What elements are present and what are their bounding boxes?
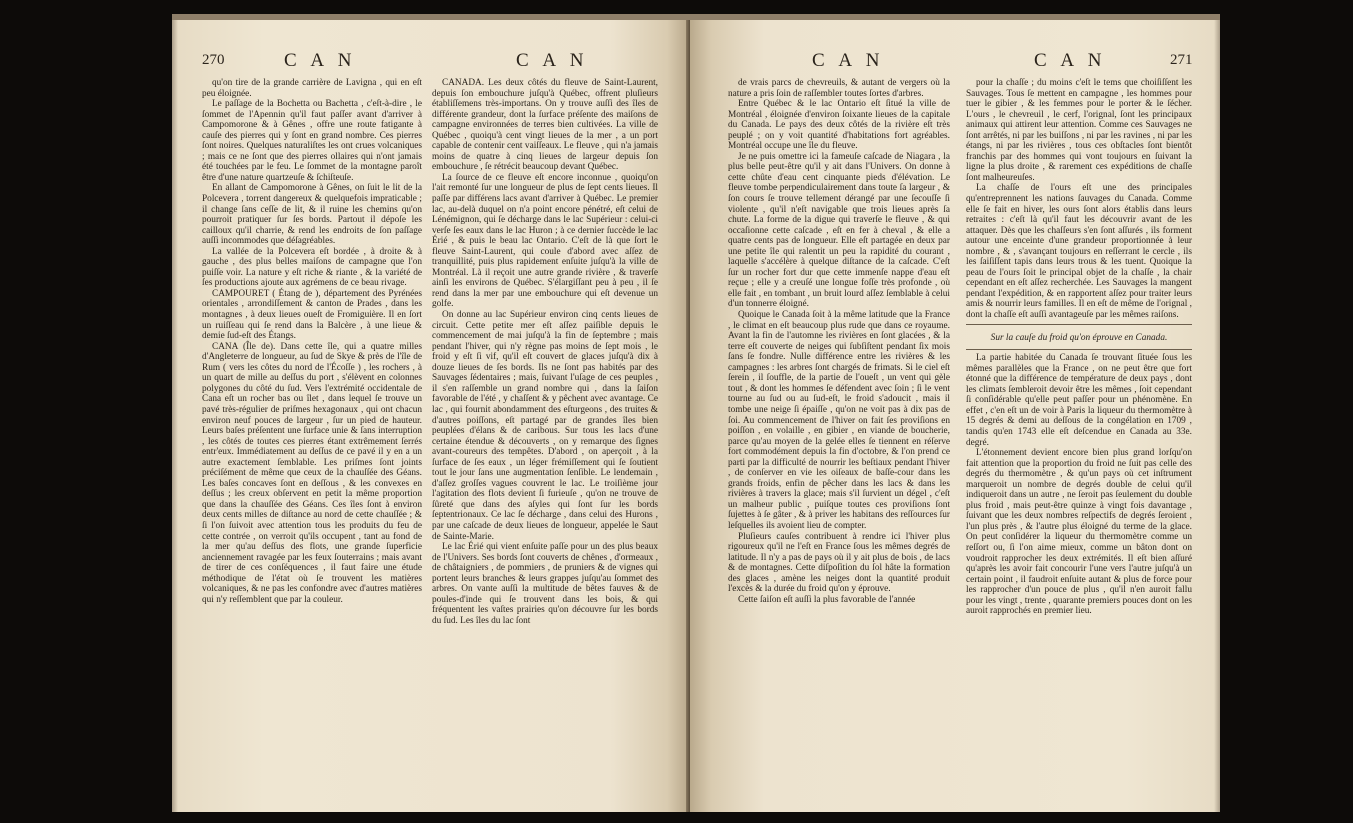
paragraph: Le lac Érié qui vient enſuite paſſe pour un des plus beaux de l'Univers. Ses bords ſont couverts de chênes , d'ormeaux , de châtaigniers , de pommiers , de pruniers & de vignes qui portent leurs branches & leurs grappes juſqu'au ſommet des arbres. On vante auſſi la multitude de bêtes fauves & de poules-d'inde qui ſe trouvent dans les bois, & qui fréquentent les vaſtes prairies qu'on découvre ſur les bords du ſud. Les îles du lac ſont [432, 542, 658, 626]
page-number-left: 270 [202, 52, 225, 68]
right-page [690, 20, 1220, 812]
paragraph: CANA (Île de). Dans cette île, qui a quatre milles d'Angleterre de longueur, au ſud de Skye & près de l'île de Rum ( vers les côtes du nord de l'Écoſſe ) , les rochers , à un quart de mille au deſſus du port , s'élèvent en colonnes polygones du côté du ſud. Vers l'extrémité occidentale de Cana eſt un rocher bas ou îlet , dans lequel ſe trouve un pavé très-régulier de priſmes hexagonaux , qui ont chacun environ neuf pouces de largeur , ſur un pied de hauteur. Leurs baſes préſentent une ſurface unie & ſans interruption , les côtés de toutes ces pierres étant extrêmement ſerrés entr'eux. Immédiatement au deſſus de ce pavé il y en a un autre exactement ſemblable. Les priſmes ſont joints préciſément de même que ceux de la chauſſée des Géans. Les baſes concaves ſont en deſſous , & les convexes en deſſus ; les creux obſervent en petit la même proportion que dans la chauſſée des Géans. Ces îles ſont à environ deux cents milles de diſtance au nord de cette chauſſée ; & ſi l'on ſuivoit avec attention tous les produits du feu de cette contrée , on verroit qu'ils occupent , tant au fond de la mer qu'au deſſus des flots, une grande ſuperficie anciennement ravagée par les feux ſouterrains ; mais avant de tirer de ces conſéquences , il faut faire une étude méthodique de l'état où ſe trouvent les matières volcaniques, & ne pas les confondre avec d'autres matières qui n'y reſſemblent que par la couleur. [202, 341, 422, 605]
page-edge-shadow [172, 20, 178, 812]
paragraph: CANADA. Les deux côtés du fleuve de Saint-Laurent, depuis ſon embouchure juſqu'à Québec, offrent pluſieurs établiſſemens très-importans. On y trouve auſſi des îles de différente grandeur, dont la ſurface préſente des maiſons de campagne environnées de terres bien cultivées. La ville de Québec , quoiqu'à cent vingt lieues de la mer , a un port capable de contenir cent vaiſſeaux. Le fleuve , qui n'a jamais moins de quatre à cinq lieues de largeur depuis ſon embouchure , ſe rétrécit beaucoup devant Québec. [432, 78, 658, 173]
section-subheading: Sur la cauſe du froid qu'on éprouve en Canada. [990, 332, 1168, 343]
left-page-header [172, 50, 688, 76]
paragraph: La partie habitée du Canada ſe trouvant ſituée ſous les mêmes parallèles que la France , on ne peut être que fort étonné que la différence de température de deux pays , dont les climats ſembleroit devoir être les mêmes , ſoit cependant ſi conſidérable qu'elle peut paſſer pour un phénomène. En effet , c'en eſt un de voir à Paris la liqueur du thermomètre à 15 degrés & demi au deſſous de la congélation en 1709 , tandis qu'en 1743 elle eſt deſcendue en Canada au 33e. degré. [966, 353, 1192, 448]
running-head-right-1: C A N [812, 50, 885, 71]
paragraph: La chaſſe de l'ours eſt une des principales qu'entreprennent les nations ſauvages du Canada. Comme elle ſe fait en hiver, les ours ſont alors établis dans leurs retraites : c'eſt là qu'il faut les découvrir avant de les attaquer. Dès que les chaſſeurs s'en ſont aſſurés , ils forment autour une enceinte d'une grandeur proportionnée à leur nombre , & , s'avançant toujours en reſſerrant le cercle , ils les ſaiſiſſent tapis dans leurs trous & les tuent. Quoique la peau de l'ours ſoit le principal objet de la chaſſe , la chair cependant en eſt aſſez recherchée. Les Sauvages la mangent pendant l'expédition, & en rapportent aſſez pour traiter leurs amis & nourrir leurs familles. Il en eſt de même de l'orignal , dont la chaſſe eſt auſſi avantageuſe par les mêmes raiſons. [966, 183, 1192, 321]
left-page-column-2 [432, 78, 658, 808]
page-edge-shadow [1214, 20, 1220, 812]
running-head-left-2: C A N [516, 50, 589, 71]
open-book [172, 14, 1220, 812]
right-page-column-2 [966, 78, 1192, 808]
page-number-right: 271 [1170, 52, 1193, 68]
paragraph: La ſource de ce fleuve eſt encore inconnue , quoiqu'on l'ait remonté ſur une longueur de plus de ſept cents lieues. Il paſſe par différens lacs avant d'arriver à Québec. Le premier lac, au-delà duquel on n'a point encore pénétré, eſt celui de Lénémignon, qui ſe décharge dans le lac Supérieur : celui-ci verſe ſes eaux dans le lac Huron ; à ce dernier ſuccède le lac Érié , & puis le beau lac Ontario. C'eſt de là que ſort le fleuve Saint-Laurent, qui coule d'abord avec aſſez de tranquillité, puis plus rapidement enſuite juſqu'à la ville de Montréal. Là il reçoit une autre grande rivière , & traverſe ainſi les environs de Québec. S'élargiſſant peu à peu , il ſe rend dans la mer par une embouchure qui eſt devenue un golfe. [432, 172, 658, 310]
paragraph: qu'on tire de la grande carrière de Lavigna , qui en eſt peu éloignée. [202, 78, 422, 99]
paragraph: Le paſſage de la Bochetta ou Bachetta , c'eſt-à-dire , le ſommet de l'Apennin qu'il faut paſſer avant d'arriver à Campomorone & à Gênes , offre une route fatigante à cauſe des pierres qui y ſont en grand nombre. Ces pierres ſont noires. Quelques naturaliſtes les ont crues volcaniques ; mais ce ne ſont que des pierres ollaires qui n'ont jamais été touchées par le feu. Le ſommet de la montagne paroît être d'une nature quartzeuſe & ſchiſteuſe. [202, 99, 422, 183]
right-page-column-1 [728, 78, 950, 808]
running-head-right-2: C A N [1034, 50, 1107, 71]
paragraph: CAMPOURET ( Étang de ), département des Pyrénées orientales , arrondiſſement & canton de Prades , dans les montagnes , à deux lieues oueſt de Fromiguière. Il en ſort un ruiſſeau qui ſe rend dans la Balcère , à une lieue & demie ſud-eſt des Étangs. [202, 288, 422, 342]
paragraph: Entre Québec & le lac Ontario eſt ſitué la ville de Montréal , éloignée d'environ ſoixante lieues de la capitale du Canada. Le pays des deux côtés de la rivière eſt très peuplé ; on y voit quantité d'habitations fort agréables. Montréal occupe une île du fleuve. [728, 99, 950, 152]
paragraph: En allant de Campomorone à Gênes, on ſuit le lit de la Polcevera , torrent dangereux & quelquefois impraticable ; il change ſans ceſſe de lit, & il ruine les chemins qu'on pourroit pratiquer ſur ſes bords. Partout il dépoſe les cailloux qu'il charrie, & rend les endroits de ſon paſſage auſſi incommodes que déſagréables. [202, 183, 422, 247]
paragraph: Pluſieurs cauſes contribuent à rendre ici l'hiver plus rigoureux qu'il ne l'eſt en France ſous les mêmes degrés de latitude. Il n'y a pas de pays où il y ait plus de bois , de lacs & de montagnes. Cette diſpoſition du ſol hâte la formation des glaces , amène les neiges dont la quantité produit l'excès & la durée du froid qu'on y éprouve. [728, 531, 950, 595]
running-head-left-1: C A N [284, 50, 357, 71]
paragraph: L'étonnement devient encore bien plus grand lorſqu'on fait attention que la proportion du froid ne ſuit pas celle des degrés du thermomètre , & qu'un pays où cet inſtrument marqueroit un nombre de degrés double de celui qu'il indiqueroit dans un autre , ne ſeroit pas ſeulement du double plus froid , mais peut-être quinze à vingt fois davantage , ſuivant que les deux nombres reſpectifs de degrés ſeroient , l'un plus près , & l'autre plus éloigné du terme de la glace. On peut conſidérer la liqueur du thermomètre comme un reſſort ou, ſi l'on aime mieux, comme un bâton dont on voudroit rapprocher les deux extrémités. Il eſt bien aſſuré qu'après les avoir fait concourir l'une vers l'autre juſqu'à un certain point , il faudroit enſuite autant & plus de force pour les rapprocher d'un pouce de plus , qu'il n'en auroit fallu pour les vingt , trente , quarante premiers pouces dont on les auroit rapprochés en premier lieu. [966, 448, 1192, 617]
paragraph: On donne au lac Supérieur environ cinq cents lieues de circuit. Cette petite mer eſt aſſez paiſible depuis le commencement de mai juſqu'à la fin de ſeptembre ; mais pendant l'hiver, qui n'y règne pas moins de ſept mois , le froid y eſt ſi vif, qu'il eſt couvert de glaces juſqu'à dix à douze lieues de ſes bords. Ils ne ſont pas habités par des Sauvages ſédentaires ; mais, ſuivant l'uſage de ces peuples , il s'en raſſemble un grand nombre qui , dans la ſaiſon favorable de l'été , y chaſſent & y pêchent avec avantage. Ce lac , qui fournit abondamment des eſturgeons , des truites & d'autres poiſſons, eſt partagé par de grandes îles bien peuplées d'élans & de caribous. Sur tous les lacs d'une certaine étendue & découverts , on y remarque des ſignes avant-coureurs des tempêtes. D'abord , on aperçoit , à la ſurface de ſes eaux , un léger frémiſſement qui ſe ſoutient tout le jour ſans une augmentation ſenſible. Le lendemain , d'aſſez groſſes vagues couvrent le lac. Le troiſième jour l'agitation des flots devient ſi furieuſe , qu'on ne trouve de ſûreté que dans des aſyles qui ſont ſur les bords ſeptentrionaux. Ce lac ſe décharge , dans celui des Hurons , par une caſcade de deux lieues de longueur, appelée le Saut de Sainte-Marie. [432, 310, 658, 542]
section-rule [966, 349, 1192, 350]
right-page-header [690, 50, 1220, 76]
left-page-column-1 [202, 78, 422, 808]
paragraph: de vrais parcs de chevreuils, & autant de vergers où la nature a pris ſoin de raſſembler toutes ſortes d'arbres. [728, 78, 950, 99]
paragraph: pour la chaſſe ; du moins c'eſt le tems que choiſiſſent les Sauvages. Tous ſe mettent en campagne , les hommes pour tuer le gibier , & les femmes pour le porter & le ſécher. L'ours , le chevreuil , le cerf, l'orignal, ſont les principaux animaux qui attirent leur attention. Comme ces Sauvages ne ſont arrêtés, ni par les buiſſons , ni par les ravines , ni par les étangs, ni par les rivières , tous ces obſtacles ſont bientôt franchis par des hommes qui vont toujours en ſuivant la ligne la plus droite , & rarement ces expéditions de chaſſe ſont malheureuſes. [966, 78, 1192, 183]
paragraph: Quoique le Canada ſoit à la même latitude que la France , le climat en eſt beaucoup plus rude que dans ce royaume. Avant la fin de l'automne les rivières en ſont glacées , & la terre eſt couverte de neiges qui ſubſiſtent pendant ſix mois ſans ſe fondre. Nulle différence entre les rivières & les campagnes : les arbres ſont chargés de frimats. Si le ciel eſt ſerein , il ſouffle, de la partie de l'oueſt , un vent qui gèle tout , & dont les hommes ſe défendent avec ſoin ; ſi le vent tourne au ſud ou au ſud-eſt, le froid s'adoucit , mais il tombe une neige ſi épaiſſe , qu'on ne voit pas à dix pas de ſoi. Au commencement de l'hiver on fait ſes proviſions en poiſſon , en volaille , en gibier , en viande de boucherie, parce qu'au moyen de la gelée elles ſe tiennent en réſerve fort commodément depuis la fin d'octobre, & l'on prend ce parti par la difficulté de nourrir les beſtiaux pendant l'hiver , de conſerver en vie les oiſeaux de baſſe-cour dans les grands froids, enfin de pêcher dans les lacs & dans les rivières à travers la glace; mais s'il ſurvient un dégel , c'eſt un malheur public , puiſque toutes ces proviſions ſont ſujettes à ſe gâter , & à priver les habitans des reſſources ſur leſquelles ils avoient lieu de compter. [728, 310, 950, 531]
paragraph: La vallée de la Polcevera eſt bordée , à droite & à gauche , des plus belles maiſons de campagne que l'on puiſſe voir. La nature y eſt riche & riante , & la variété de ſes productions ajoute aux agrémens de ce beau rivage. [202, 246, 422, 289]
section-rule [966, 324, 1192, 325]
paragraph: Cette ſaiſon eſt auſſi la plus favorable de l'année [738, 594, 916, 605]
left-page [172, 20, 688, 812]
paragraph: Je ne puis omettre ici la fameuſe caſcade de Niagara , la plus belle peut-être qu'il y ait dans l'Univers. On donne à cette chûte d'eau cent cinquante pieds d'élévation. Le fleuve tombe perpendiculairement dans toute ſa largeur , & ſon cours ſe trouve tellement dérangé par une ſecouſſe ſi violente , qu'il n'eſt navigable que trois lieues après ſa chute. La forme de la digue qui traverſe le fleuve , & qui occaſionne cette caſcade , eſt en fer à cheval , & elle a quatre cents pas de longueur. Elle eſt partagée en deux par une petite île qui ralentit un peu la rapidité du courant , laquelle s'accélère à quelque diſtance de la caſcade. C'eſt ſur un rocher fort dur que cette immenſe nappe d'eau eſt reçue ; elle y a creuſé une longue foſſe très profonde , où elle fait , en tombant , un bruit lourd aſſez ſemblable à celui d'un tonnerre éloigné. [728, 151, 950, 310]
